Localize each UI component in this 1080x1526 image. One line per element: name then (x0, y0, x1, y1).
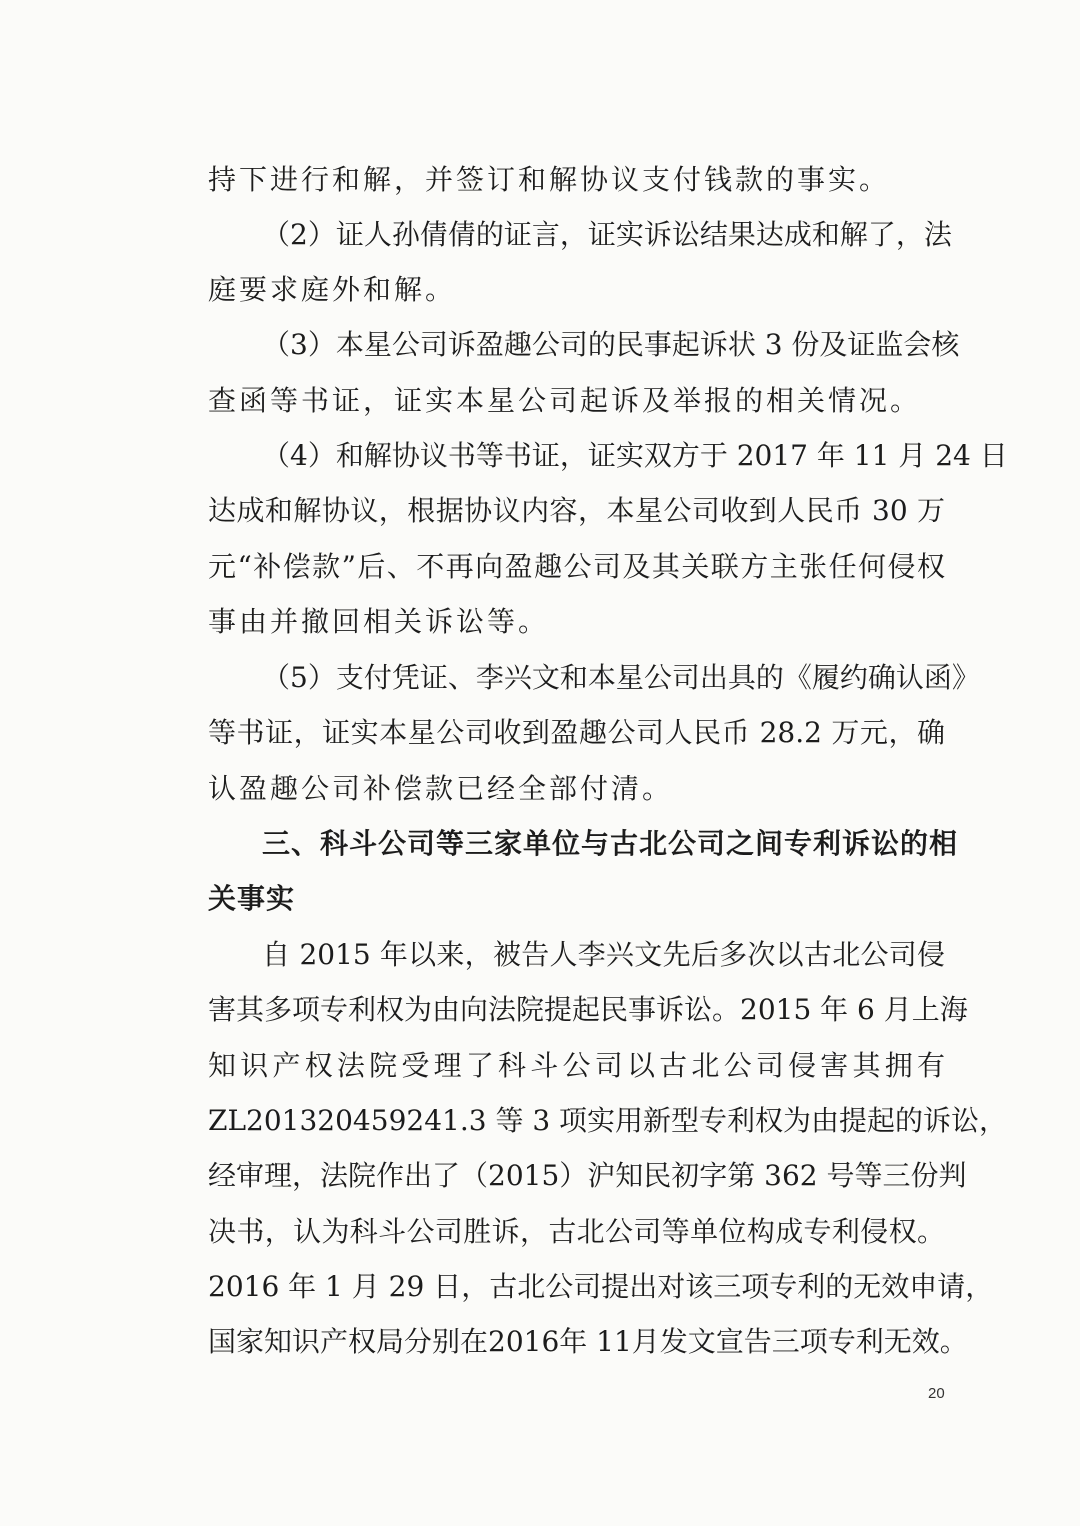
text-line: （2）证人孙倩倩的证言，证实诉讼结果达成和解了，法 (262, 218, 952, 251)
text-line: 事由并撤回相关诉讼等。 (208, 605, 550, 638)
text-line: 决书，认为科斗公司胜诉，古北公司等单位构成专利侵权。 (208, 1215, 945, 1248)
text-line: 等书证，证实本星公司收到盈趣公司人民币 28.2 万元，确 (208, 716, 945, 749)
text-line: （5）支付凭证、李兴文和本星公司出具的《履约确认函》 (262, 661, 980, 694)
text-line: 自 2015 年以来，被告人李兴文先后多次以古北公司侵 (262, 938, 945, 971)
text-line: 认盈趣公司补偿款已经全部付清。 (208, 772, 674, 805)
text-line: 害其多项专利权为由向法院提起民事诉讼。2015 年 6 月上海 (208, 993, 968, 1026)
text-line: 庭要求庭外和解。 (208, 273, 457, 306)
text-line: 国家知识产权局分别在2016年 11月发文宣告三项专利无效。 (208, 1325, 968, 1358)
text-line: ZL201320459241.3 等 3 项实用新型专利权为由提起的诉讼， (208, 1104, 1008, 1137)
text-line: （3）本星公司诉盈趣公司的民事起诉状 3 份及证监会核 (262, 328, 960, 361)
text-line: 元“补偿款”后、不再向盈趣公司及其关联方主张任何侵权 (208, 550, 945, 583)
text-line: （4）和解协议书等书证，证实双方于 2017 年 11 月 24 日 (262, 439, 1008, 472)
text-line: 持下进行和解，并签订和解协议支付钱款的事实。 (208, 163, 891, 196)
section-heading: 关事实 (208, 882, 296, 915)
text-line: 查函等书证，证实本星公司起诉及举报的相关情况。 (208, 384, 922, 417)
text-line: 2016 年 1 月 29 日，古北公司提出对该三项专利的无效申请， (208, 1270, 994, 1303)
page-number: 20 (928, 1385, 945, 1402)
text-line: 知识产权法院受理了科斗公司以古北公司侵害其拥有 (208, 1049, 945, 1082)
section-heading: 三、科斗公司等三家单位与古北公司之间专利诉讼的相 (262, 827, 959, 860)
text-line: 达成和解协议，根据协议内容，本星公司收到人民币 30 万 (208, 494, 945, 527)
text-line: 经审理，法院作出了（2015）沪知民初字第 362 号等三份判 (208, 1159, 967, 1192)
